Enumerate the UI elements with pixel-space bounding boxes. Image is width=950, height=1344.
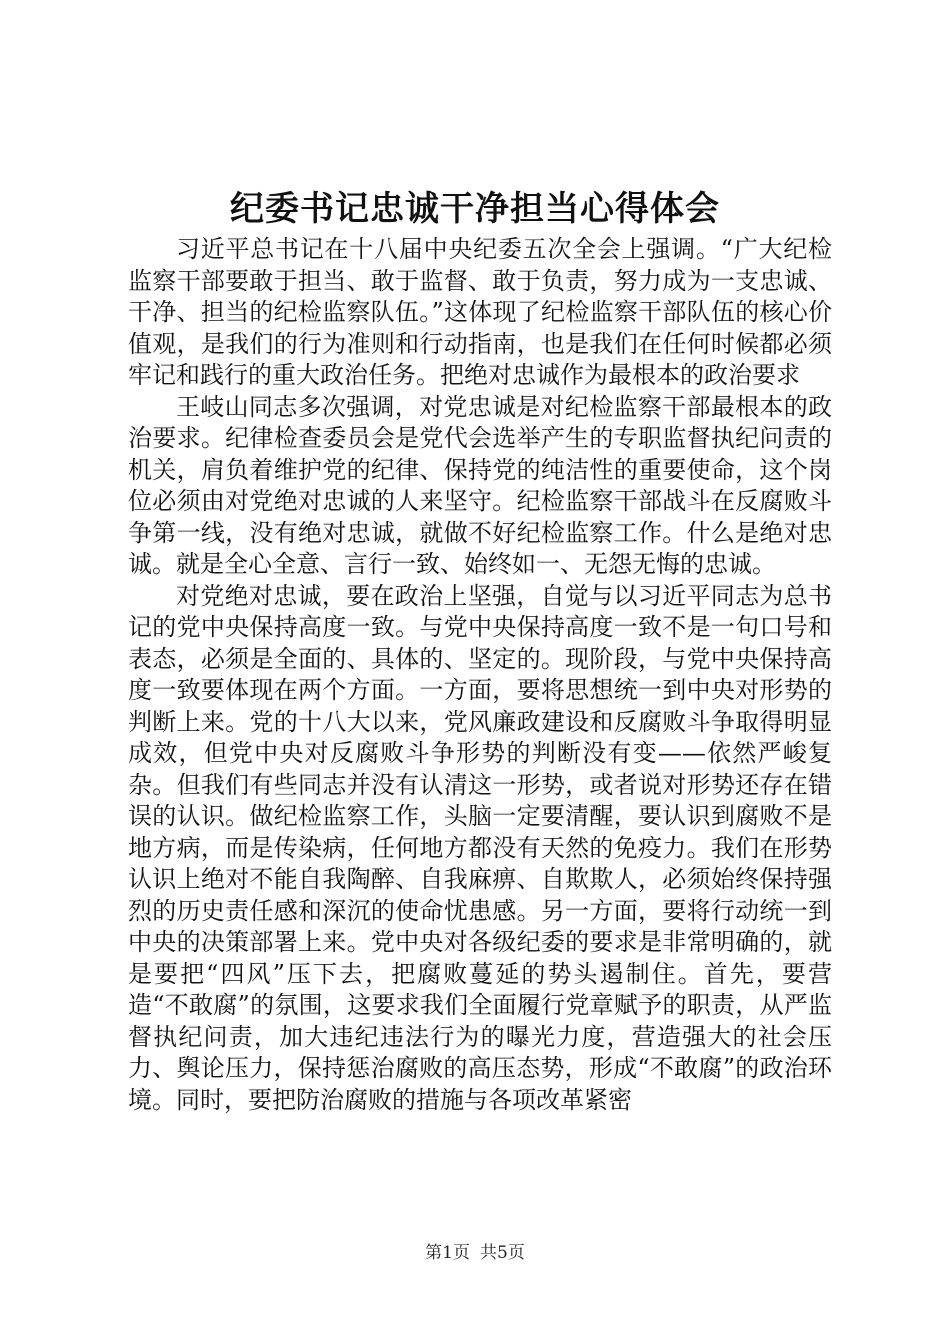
page-total: 共5页 (480, 1243, 525, 1263)
page-number: 第1页 (425, 1243, 470, 1263)
document-title: 纪委书记忠诚干净担当心得体会 (230, 189, 720, 229)
document-body (128, 234, 832, 1116)
page-footer (0, 1242, 950, 1264)
paragraph-3: 对党绝对忠诚，要在政治上坚强，自觉与以习近平同志为总书记的党中央保持高度一致。与党中央保持高度一致不是一句口号和表态，必须是全面的、具体的、坚定的。现阶段，与党中央保持高度一致要体现在两个方面。一方面，要将思想统一到中央对形势的判断上来。党的十八大以来，党风廉政建设和反腐败斗争取得明显成效，但党中央对反腐败斗争形势的判断没有变——依然严峻复杂。但我们有些同志并没有认清这一形势，或者说对形势还存在错误的认识。做纪检监察工作，头脑一定要清醒，要认识到腐败不是地方病，而是传染病，任何地方都没有天然的免疫力。我们在形势认识上绝对不能自我陶醉、自我麻痹、自欺欺人，必须始终保持强烈的历史责任感和深沉的使命忧患感。另一方面，要将行动统一到中央的决策部署上来。党中央对各级纪委的要求是非常明确的，就是要把“四风”压下去，把腐败蔓延的势头遏制住。首先，要营造“不敢腐”的氛围，这要求我们全面履行党章赋予的职责，从严监督执纪问责，加大违纪违法行为的曝光力度，营造强大的社会压力、舆论压力，保持惩治腐败的高压态势，形成“不敢腐”的政治环境。同时，要把防治腐败的措施与各项改革紧密 (128, 581, 832, 1114)
paragraph-1: 习近平总书记在十八届中央纪委五次全会上强调。“广大纪检监察干部要敢于担当、敢于监督、敢于负责，努力成为一支忠诚、干净、担当的纪检监察队伍。”这体现了纪检监察干部队伍的核心价值观，是我们的行为准则和行动指南，也是我们在任何时候都必须牢记和践行的重大政治任务。把绝对忠诚作为最根本的政治要求 (128, 235, 832, 389)
paragraph-2: 王岐山同志多次强调，对党忠诚是对纪检监察干部最根本的政治要求。纪律检查委员会是党代会选举产生的专职监督执纪问责的机关，肩负着维护党的纪律、保持党的纯洁性的重要使命，这个岗位必须由对党绝对忠诚的人来坚守。纪检监察干部战斗在反腐败斗争第一线，没有绝对忠诚，就做不好纪检监察工作。什么是绝对忠诚。就是全心全意、言行一致、始终如一、无怨无悔的忠诚。 (128, 392, 832, 578)
